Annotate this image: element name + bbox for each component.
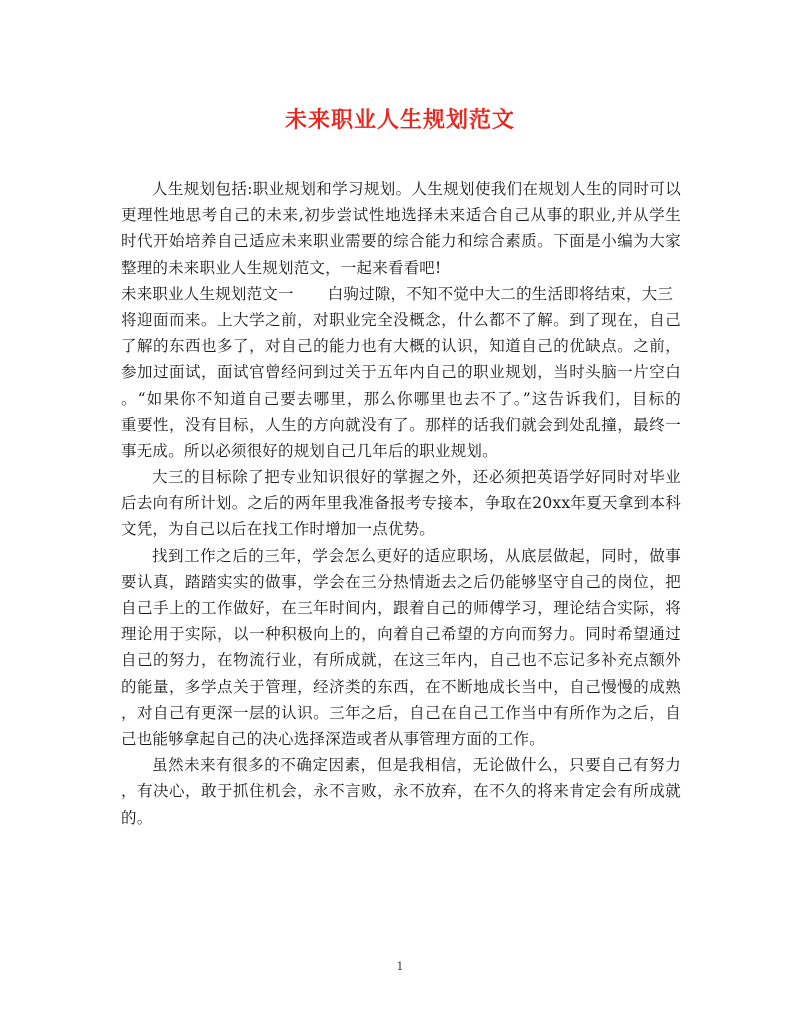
text-line: 的。: [121, 808, 153, 827]
section-first-line: 白驹过隙，不知不觉中大二的生活即将结束，大三: [327, 284, 674, 303]
document-title: 未来职业人生规划范文: [284, 107, 515, 133]
text-line: 将迎面而来。上大学之前，对职业完全没概念，什么都不了解。到了现在，自己: [121, 310, 681, 329]
document-body: [121, 176, 681, 831]
text-line: 后去向有所计划。之后的两年里我准备报考专接本，争取在20xx年夏天拿到本科: [121, 494, 681, 513]
text-line: [121, 281, 681, 307]
text-line: ，对自己有更深一层的认识。三年之后，自己在自己工作当中有所作为之后，自: [121, 703, 681, 722]
text-line: 了解的东西也多了，对自己的能力也有大概的认识，知道自己的优缺点。之前，: [121, 337, 681, 356]
paragraph-three: [121, 543, 681, 753]
text-line: 时代开始培养自己适应未来职业需要的综合能力和综合素质。下面是小编为大家: [121, 232, 681, 251]
text-line: 整理的未来职业人生规划范文，一起来看看吧!: [121, 258, 442, 277]
text-line: 己也能够拿起自己的决心选择深造或者从事管理方面的工作。: [121, 729, 545, 748]
text-line: 人生规划包括:职业规划和学习规划。人生规划使我们在规划人生的同时可以: [152, 180, 681, 198]
section-one-paragraph: [121, 281, 681, 464]
page-number: 1: [396, 960, 404, 973]
text-line: ，有决心，敢于抓住机会，永不言败，永不放弃，在不久的将来肯定会有所成就: [121, 782, 681, 801]
text-line: 文凭，为自己以后在找工作时增加一点优势。: [121, 520, 436, 539]
text-line: 要认真，踏踏实实的做事，学会在三分热情逝去之后仍能够坚守自己的岗位，把: [121, 572, 681, 591]
text-line: 虽然未来有很多的不确定因素，但是我相信，无论做什么，只要自己有努力: [152, 756, 681, 775]
text-line: 自己的努力，在物流行业，有所成就，在这三年内，自己也不忘记多补充点额外: [121, 651, 681, 670]
text-line: 参加过面试，面试官曾经问到过关于五年内自己的职业规划，当时头脑一片空白: [121, 363, 681, 382]
text-line: 事无成。所以必须很好的规划自己几年后的职业规划。: [121, 441, 498, 460]
text-line: 找到工作之后的三年，学会怎么更好的适应职场，从底层做起，同时，做事: [152, 546, 681, 565]
text-line: 更理性地思考自己的未来,初步尝试性地选择未来适合自己从事的职业,并从学生: [121, 206, 681, 225]
text-line: 自己手上的工作做好，在三年时间内，跟着自己的师傅学习，理论结合实际，将: [121, 599, 681, 617]
text-line: 大三的目标除了把专业知识很好的掌握之外，还必须把英语学好同时对毕业: [152, 468, 681, 487]
text-line: 的能量，多学点关于管理，经济类的东西，在不断地成长当中，自己慢慢的成熟: [121, 677, 681, 696]
text-line: 。“如果你不知道自己要去哪里，那么你哪里也去不了。”这告诉我们，目标的: [121, 389, 681, 408]
section-heading: 未来职业人生规划范文一: [121, 284, 294, 303]
paragraph-four: [121, 752, 681, 831]
paragraph-two: [121, 464, 681, 543]
intro-paragraph: [121, 176, 681, 281]
text-line: 重要性，没有目标，人生的方向就没有了。那样的话我们就会到处乱撞，最终一: [121, 415, 681, 434]
text-line: 理论用于实际，以一种积极向上的，向着自己希望的方向而努力。同时希望通过: [121, 625, 681, 644]
